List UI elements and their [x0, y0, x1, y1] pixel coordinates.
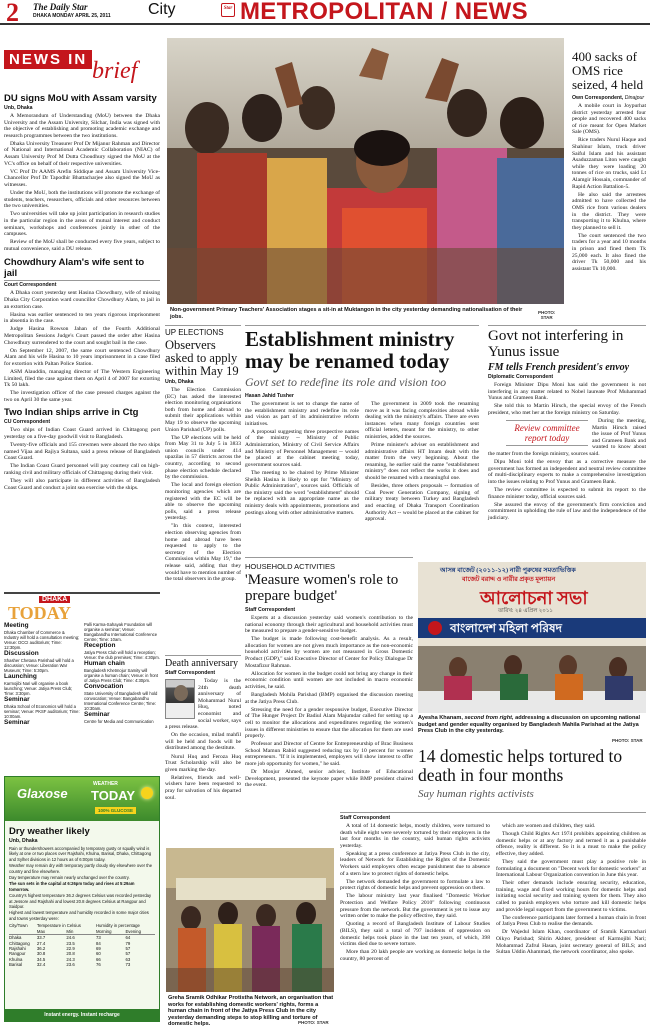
today-weather-label: TODAY: [91, 788, 136, 803]
domestic-headline: 14 domestic helps tortured to death in four months: [418, 746, 623, 785]
event-item: Human chain Bangladesh Khetmojur Samity will organise a human chain; Venue: in front of Jatiya Press Club; Time: 4:30pm.: [84, 660, 159, 683]
glucose-label: 100% GLUCOSE: [95, 807, 136, 814]
top-photo: [167, 38, 564, 304]
establishment-story: [245, 325, 479, 556]
oms-headline: 400 sacks of OMS rice seized, 4 held: [572, 49, 644, 92]
paper-name: The Daily Star: [33, 2, 88, 12]
death-anniversary: [165, 655, 241, 803]
brief-body-3: Two ships of Indian Coast Guard arrived in Chittagong port yesterday on a five-day goodwill visit to Bangladesh. Twenty-five officials and 155 crewmen were aboard the two ships named Vijaa and Rajiya Sultana, said a press release of Bangladesh Coast Guard. The Indian Coast Guard personnel will pay courtesy call on high-ranking civil and military officials of Chittagong during their visit. They will also participate in different activities of Bangladesh Coast Guard and conduct a joint sea exercise with the ships.: [4, 427, 160, 491]
establishment-body: The government is set to change the name of the establishment ministry and redefine its role and vision as part of its administrative reform initiatives. A proposal suggesting three prospective names of the ministry -- Ministry of Public Administration, Ministry of Civil Service Affairs and Ministry of Personnel Management -- would be placed at the cabinet meeting today, government sources said. The meeting to be chaired by Prime Minister Sheikh Hasina is likely to opt for "Ministry of Public Administration", sources said. Officials of the ministry said the word "establishment" should be replaced with an appropriate name as the ministry deals with appointments, promotions and postings along with other administrative matters. The government in 2009 took the renaming move as it was facing complexities abroad while dealing with the ministry's affairs. There are even instances when many foreign countries sent official letters, meant for the ministry, to other ministries, added the sources. Prime minister's adviser on establishment and administrative affairs HT Imam dealt with the matter from the very beginning. About the renaming, he earlier said the name "establishment ministry" does not reflect the works it does and should be renamed with a meaningful one. Besides, three others proposals -- formation of Coal Power Generation Company, signing of military treaty between Turkey and Bangladesh and enacting of Dhaka Transport Coordination Authority Act -- would be placed at the cabinet for approval.: [245, 401, 479, 523]
bottom-photo-credit: PHOTO: STAR: [298, 1020, 329, 1025]
brief-byline-1: Unb, Dhaka: [4, 105, 33, 111]
domestic-byline: Staff Correspondent: [340, 815, 391, 821]
brief-body-2: A Dhaka court yesterday sent Hasina Chowdhury, wife of missing Dhaka City Corporation ward councillor Chowdhury Alam, to jail in an extortion case. Hasina was earlier sentenced to ten years rigorous imprisonment in absentia in the case. Judge Hasina Rowson Jahan of the Fourth Additional Metropolitan Sessions Judge's Court passed the order after Hasina Chowdhury surrendered to the court and sought bail in the case. On September 12, 2007, the same court sentenced Chowdhury Alam and his wife Hasina to 10 years imprisonment in a case filed for extortion with Paltan Police Station. ASM Alauddin, managing director of The Western Engineering Limited, filed the case against them on April 4 of 2007 for extorting Tk 50 lakh. The investigation officer of the case pressed charges against the two on April 30 the same year.: [4, 290, 160, 403]
banner-logo-icon: [428, 621, 442, 635]
brief-label: brief: [92, 58, 138, 84]
table-row: Dhaka 33.7 24.6 73 64: [9, 935, 131, 941]
banner-org: বাংলাদেশ মহিলা পরিষদ: [450, 621, 562, 635]
banner-photo-credit: PHOTO: STAR: [612, 738, 643, 743]
yunus-headline: Govt not interfering in Yunus issue: [488, 328, 624, 360]
domestic-col-1: A total of 14 domestic helps, mostly children, were tortured to death while eight were severely tortured by their employers in the last four months in the country, said human rights activists yesterday. Speaking at a press conference at Jatiya Press Club in the city, leaders of Network for Establishing the Rights of the Domestic Workers said employers often escape punishment due to absence of a stern law to protect rights of domestic helps. The network demanded the government to formulate a law to protect rights of domestic helps and prevent oppression on them. The labour ministry last year finalised "Domestic Worker Protection and Welfare Policy 2010" following continuous pressure from the network. But the government is yet to issue any written order to make the policy effective, they said. Quoting a record of Bangladesh Institute of Labour Studies (BILS), they said a total of 797 incidents of oppression on domestic helps took place in the last ten years, of which, 398 victims died due to severe torture. More than 20 lakh people are working as domestic helps in the country, 80 percent of: [340, 823, 490, 962]
section-title: METROPOLITAN / NEWS: [240, 0, 528, 25]
observers-byline: Unb, Dhaka: [165, 379, 194, 385]
star-logo-text: Star: [223, 6, 233, 11]
event-item: Discussion Shasher Chetana Parishad will hold a discussion; Venue: Liberation War Museum; Time: 5:30pm.: [4, 650, 74, 673]
event-item: Seminar: [4, 719, 30, 726]
observers-body: The Election Commission (EC) has asked the interested election monitoring organisations both from home and abroad to submit their applications within May 19 to observe the upcoming Union Parishad (UP) polls. The UP elections will be held from May 31 to July 5 in 3833 union councils under 414 upazilas in 57 districts across the country, according to second phase election schedule declared by the commission. The local and foreign election monitoring agencies which are registered with the EC will be able to observe the upcoming polls, said a press release yesterday. "In this context, interested election observing agencies from home and abroad have been requested to apply to the secretary of the Election Commission within May 19," the release said, adding that they would have to mention number of the total observers in the group.: [165, 387, 241, 583]
masthead: [0, 0, 650, 25]
bottom-photo-caption: Greha Sramik Odhikar Protistha Network, an organisation that works for establishing domestic workers' rights, forms a human chain in front of the Jatiya Press Club in the city yesterday demanding steps to stop killing and torture of domestic helps.: [168, 995, 334, 1027]
observers-headline: Observers asked to apply within May 19: [165, 338, 239, 378]
table-row: Barisal 32.4 23.6 76 73: [9, 962, 131, 968]
brief-byline-2: Court Correspondent: [4, 280, 160, 288]
budget-body: Experts at a discussion yesterday said women's contribution to the national economy through their agricultural and household activities must be measured to prepare a gender-sensitive budget. The budget is made following cost-benefit analysis. As a result, allocation for women are not given much importance as the non-economic household activities by women are not measured in Gross Domestic Product (GDP)," said Executive Director of Center for Policy Dialogue Dr Mostafizur Rahman. Allocation for women in the budget could not bring any change in their economic condition until women are not included in macro economic activities, he said. Bangladesh Mohila Parishad (BMP) organised the discussion meeting at the Jatiya Press Club. Stressing the need for a gender responsive budget, Executive Director of The Hunger Project Dr Badiul Alam Majumdar called for setting up a cell to monitor the allocations and expenditures regarding the women's issues in different ministries to ensure that the allocation for them are used properly. Professor and Director of Centre for Entrepreneurship of Brac Business School Mamun Rabid suggested reducing tax by 10 percent for women entrepreneurs. "If it is implemented, employers will show interest to offer more job opportunity for women," he said. Dr Monjur Ahmed, senior adviser, Institute of Educational Development, presented the keynote paper while BMP president chaired the event.: [245, 615, 413, 789]
protest-photo: [167, 38, 564, 304]
weather-footer: Instant energy. Instant recharge: [5, 1009, 159, 1021]
event-item: Convocation State University of Bangladesh will hold convocation; Venue: Bangabandhu International Conference Centre; Time: 10:30am.: [84, 683, 158, 711]
banner-org-strip: [418, 618, 646, 638]
glaxose-brand: Glaxose: [17, 786, 68, 801]
news-in-brief-banner: [4, 50, 160, 88]
establishment-subhead: Govt set to redefine its role and vision too: [245, 375, 447, 389]
oms-story: [572, 50, 646, 274]
weather-body: Rain or thundershowers accompanied by temporary gusty or squally wind is likely at one or two places over Rajshahi, Khulna, Barisal, Dhaka, Chittagong and Sylhet divisions in 12 hours as of 6:00pm today. Weather may remain dry with temporary partly cloudy sky elsewhere over the country and fine elsewhere. Day temperature may remain nearly unchanged over the country. The sun sets in the capital at 6:26pm today and rises at 5:29am tomorrow. Country's highest temperature 36.2 degrees Celsius was recorded yesterday at Jessore and Rajshahi and lowest 20.8 degrees Celsius at Rangpur and Saidpur. Highest and lowest temperature and humidity recorded in some major cities and towns yesterday were:: [9, 846, 153, 921]
brief-body-1: A Memorandum of Understanding (MoU) between the Dhaka University and the Assam University, Silchar, India was signed with the objective of establishing and promoting academic exchange and research programmes between the two institutions. Dhaka University Treasurer Prof Dr Mijanur Rahman and Director of National and International Academic Collaboration (NIAC) of Assam University Prof M Dutta Choudhury signed the MoU at the VC's office on behalf of their respective universities. VC Prof Dr AAMS Arefin Siddique and Assam University Vice-Chancellor Prof Dr Tapodhir Bhattacharjee also signed the MoU as witnesses. Under the MoU, both the institutions will promote the exchange of students, teachers, researchers, officials and other resources between the two universities. Two universities will take up joint participation in research studies in the particular region in the areas of mutual interest and conduct seminars, workshops and conferences jointly in other of the campuses. Review of the MoU shall be conducted every five years, subject to mutual convenience, said a DU release.: [4, 113, 160, 252]
banner-line-2: বাজেট বরাদ্দ ও নারীর প্রকৃত মূল্যায়ন: [462, 576, 556, 583]
yunus-subhead: FM tells French president's envoy: [488, 362, 630, 373]
weather-box: [4, 776, 160, 1022]
banner-line-1: আসন্ন বাজেট (২০১১-১২) নারী পুরুষের সমতাভিত্তিক: [440, 567, 576, 574]
dhaka-today: [4, 592, 160, 772]
top-photo-caption: Non-government Primary Teachers' Association stages a sit-in at Muktangon in the city yesterday demanding nationalisation of their jobs.: [170, 307, 523, 320]
news-in-brief: [4, 50, 160, 493]
observers-story: [165, 325, 241, 584]
table-row: Khulna 34.5 24.3 66 63: [9, 956, 131, 962]
banner-cloth: [418, 562, 646, 646]
top-photo-credit: PHOTO: STAR: [538, 310, 556, 320]
table-row: Rajshahi 36.2 22.9 69 57: [9, 945, 131, 951]
budget-byline: Staff Correspondent: [245, 607, 296, 613]
weather-byline: Unb, Dhaka: [9, 838, 38, 844]
star-logo: [221, 3, 235, 17]
brief-headline-2: Chowdhury Alam's wife sent to jail: [4, 257, 145, 280]
weather-headline: Dry weather likely: [9, 826, 90, 837]
observers-kicker: UP ELECTIONS: [165, 328, 224, 337]
budget-kicker: HOUSEHOLD ACTIVITIES: [245, 562, 336, 571]
establishment-headline: Establishment ministry may be renamed today: [245, 327, 455, 373]
event-item: Reception Jatiya Press Club will hold a reception; Venue: the club premises; Time: 4:30pm.: [84, 642, 160, 660]
dhaka-today-left: [4, 622, 80, 727]
masthead-date: DHAKA MONDAY APRIL 25, 2011: [33, 13, 111, 19]
page-number: 2: [6, 0, 19, 27]
brief-headline-1: DU signs MoU with Assam varsity: [4, 93, 157, 104]
event-item: Meeting Dhaka Chamber of Commerce & Industry will hold a consultation meeting; Venue: DCCI auditorium; Time: 12:30pm.: [4, 622, 80, 650]
brief-byline-3: CU Correspondent: [4, 419, 51, 426]
panel-photo: [418, 646, 646, 713]
establishment-byline: Hasan Jahid Tusher: [245, 393, 294, 399]
death-anniversary-byline: Staff Correspondent: [165, 670, 216, 676]
table-row: Rangpur 30.8 20.8 60 57: [9, 951, 131, 957]
event-item: Palli Karma-Sahayak Foundation will organise a seminar; Venue: Bangabandhu International Conference Centre; Time: 10am.: [84, 622, 158, 642]
weather-label: WEATHER: [93, 781, 118, 787]
oms-byline: Own Correspondent, Dinajpur: [572, 95, 645, 101]
banner-date: তারিখ: ২৪ এপ্রিল ২০১১: [498, 608, 553, 614]
brief-headline-3: Two Indian ships arrive in Ctg: [4, 407, 139, 419]
event-item: Launching Karmojibi Nari will organise a book launching; Venue: Jatiya Press Club; Time: 3:30pm.: [4, 673, 73, 696]
banner-main: আলোচনা সভা: [480, 588, 588, 608]
human-chain-photo: [166, 848, 334, 992]
yunus-story: [488, 325, 646, 523]
yunus-body: Foreign Minister Dipu Moni has said the government is not interfering in any matter related to Nobel laureate Prof Muhammad Yunus and Grameen Bank. She told this to Martin Hirsch, the special envoy of the French president, who met her at the foreign ministry on Saturday. Review committee report today During the meeting, Martin Hirsch raised the issue of Prof Yunus and Grameen Bank and wanted to know about the matter from the foreign ministry, sources said. Dipu Moni told the envoy that as a corrective measure the government has formed an independent and neutral review committee of multi-disciplinary experts to make a comprehensive investigation into the issues relating to Prof Yunus and Grameen Bank. The review committee is expected to submit its report to the finance minister today, official sources said. She assured the envoy of the government's firm conviction and commitment in upholding the rule of law and the independence of the judiciary.: [488, 382, 646, 521]
budget-story: [245, 557, 413, 790]
domestic-col-2: which are women and children, they said. Though Child Rights Act 1974 prohibits appointing children as domestic helps or at any factory and termed it as a punishable offence, reality is different. So it is a must to make the policy effective, they added. They said the government must play a positive role in formulating a document on "Decent work for domestic workers" at International Labour Organization convention in June this year. Their other demands include ensuring security, education, training, wage and fixed working hours for domestic helps and initiating social security and training system for them. They also called to punish employers who torture and kill domestic helps and provide legal support from the government to victims. The conference participants later formed a human chain in front of Jatiya Press Club to realise the demands. Dr Wajedul Islam Khan, coordinator of Sramik Karmachari Oikyo Parishad; Shirin Akhter, president of Karmojibi Nari; Mohammad Zafrul Hasan, joint secretary general of BILS; and Sultan Uddin Ahammad, the network coordinator, also spoke.: [496, 823, 646, 956]
bottom-photo: [166, 848, 334, 992]
event-item: Seminar Centre for Media and Communication: [84, 711, 154, 724]
banner-photo-caption: Ayesha Khanam, second from right, addressing a discussion on upcoming national budget and gender equality organised by Bangladesh Mahila Parishad at the Jatiya Press Club in the city yesterday.: [418, 715, 641, 735]
death-anniversary-body: Today is the 24th death anniversary of Mohammad Nurul Huq, noted economist and social worker, says a press release. On the occasion, milad mahfil will be held and foods will be distributed among the destitute. Nurul Huq and Feroza Huq Trust Scholarship will also be given marking the day. Relatives, friends and well-wishers have been requested to pray for salvation of his departed soul.: [165, 678, 241, 801]
table-row: Chittagong 27.4 23.5 84 79: [9, 940, 131, 946]
domestic-story: [418, 747, 646, 800]
oms-body: A mobile court in Joypurhat district yesterday arrested four people and recovered 400 sacks of rice meant for Open Market Sale (OMS). Rice traders Nurul Haque and Shahinur Islam, truck driver Saiful Islam and his assistant Asaduzzaman Liton were caught while they were loading 20 tonnes of rice on trucks, said Lt Alamgir Hossain, commander of Rapid Action Battalion-5. He also said the arrestees admitted to have collected the OMS rice from various dealers in the district. They were transporting it to Khulna, where they planned to sell it. The court sentenced the two traders for a year and 10 months in prison and fined them Tk 25,000 each. It also fined the driver Tk 50,000 and his assistant Tk 10,000.: [572, 103, 646, 272]
budget-headline: 'Measure women's role to prepare budget': [245, 572, 399, 604]
dhaka-today-right: [84, 622, 160, 727]
sun-icon: [141, 787, 153, 799]
domestic-body: [340, 812, 646, 964]
today-label: TODAY: [8, 603, 72, 623]
weather-table: City/Town Temperature in Celsius Humidity in percentage Max Min Morning Evening Dhaka 33.7 24.6 73 64 Chittagong 27.4 23.5 84 79 Rajshahi 36.2 22.9 69 57 Rangpur 30.8 20.8 60 57 Khulna 34.5 24.3 66 63 Barisal 32.4 23.6 76 73: [9, 923, 155, 967]
yunus-pullquote: Review committee report today: [506, 420, 588, 446]
domestic-subhead: Say human rights activists: [418, 788, 534, 800]
dhaka-label: DHAKA: [39, 596, 70, 603]
dhaka-today-banner: [4, 594, 160, 622]
banner-photo: [418, 562, 646, 713]
death-anniversary-heading: Death anniversary: [165, 658, 239, 669]
yunus-byline: Diplomatic Correspondent: [488, 374, 554, 380]
news-in-label: NEWS IN: [4, 50, 92, 69]
section-label: City: [148, 1, 176, 18]
portrait-photo: [165, 679, 195, 719]
weather-banner: [5, 777, 159, 821]
event-item: Seminar Dhaka School of Economics will hold a seminar; Venue: PKSF auditorium; Time: 10:00am.: [4, 696, 80, 719]
